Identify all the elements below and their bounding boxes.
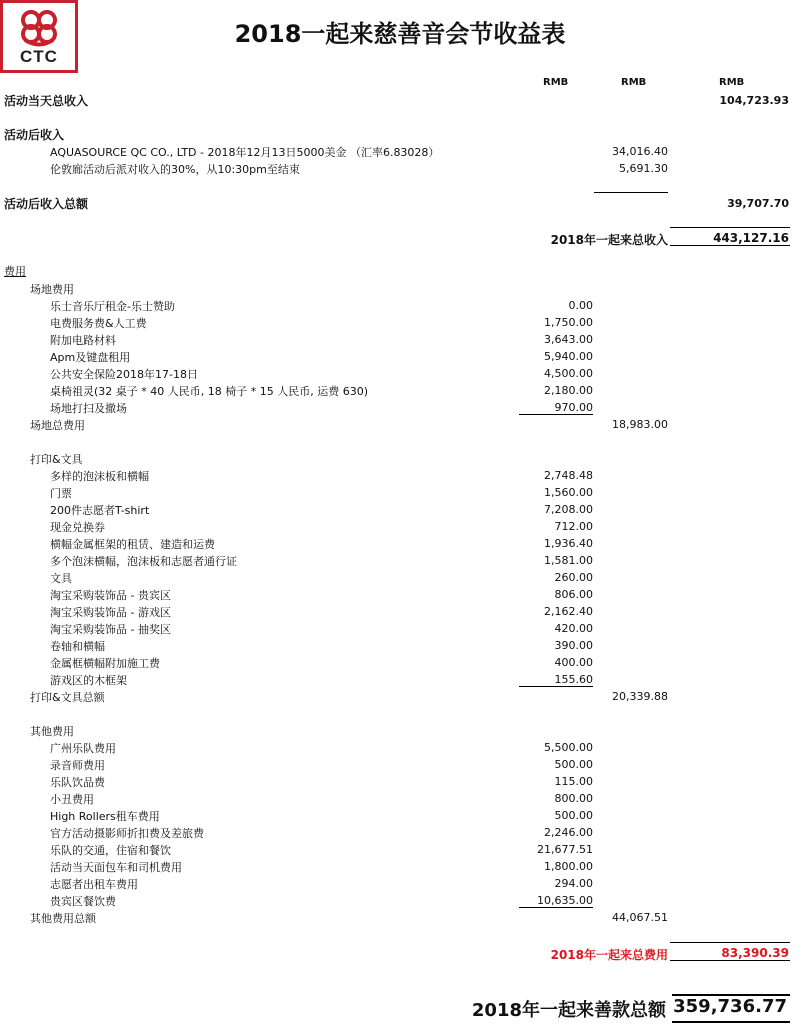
venue-total: 18,983.00 xyxy=(612,418,668,431)
grand-income-label: 2018年一起来总收入 xyxy=(550,233,668,247)
print-section-label: 打印&文具 xyxy=(30,453,83,466)
venue-item-value: 4,500.00 xyxy=(544,367,593,380)
grand-expense-label: 2018年一起来总费用 xyxy=(550,948,668,962)
subtotal-rule xyxy=(519,907,593,908)
print-item-value: 806.00 xyxy=(554,588,593,601)
total-rule-top xyxy=(670,227,790,228)
print-item-value: 1,581.00 xyxy=(544,554,593,567)
after-income-item-label: 伦敦廊活动后派对收入的30%，从10:30pm至结束 xyxy=(50,163,300,176)
other-item-label: 乐队饮品费 xyxy=(50,776,105,789)
print-item-label: 多个泡沫横幅，泡沫板和志愿者通行证 xyxy=(50,555,237,568)
other-item-label: 广州乐队费用 xyxy=(50,742,116,755)
after-income-label: 活动后收入 xyxy=(4,128,65,142)
print-item-label: 淘宝采购装饰品 - 抽奖区 xyxy=(50,623,171,636)
print-item-value: 260.00 xyxy=(554,571,593,584)
net-total: 359,736.77 xyxy=(673,996,787,1017)
venue-item-value: 970.00 xyxy=(554,401,593,414)
subtotal-rule xyxy=(519,686,593,687)
other-section-label: 其他费用 xyxy=(30,725,74,738)
subtotal-rule xyxy=(594,192,668,193)
print-item-value: 1,936.40 xyxy=(544,537,593,550)
other-item-label: 乐队的交通，住宿和餐饮 xyxy=(50,844,171,857)
expenses-header: 费用 xyxy=(4,265,26,278)
print-item-value: 390.00 xyxy=(554,639,593,652)
other-item-value: 5,500.00 xyxy=(544,741,593,754)
venue-item-value: 5,940.00 xyxy=(544,350,593,363)
venue-total-label: 场地总费用 xyxy=(30,419,85,432)
logo-text: CTC xyxy=(20,47,58,66)
print-item-value: 2,748.48 xyxy=(544,469,593,482)
print-item-label: 多样的泡沫板和横幅 xyxy=(50,470,149,483)
venue-item-label: 乐士音乐厅租金-乐士赞助 xyxy=(50,300,175,313)
other-item-value: 115.00 xyxy=(554,775,593,788)
total-rule-bottom xyxy=(670,960,790,961)
print-item-value: 400.00 xyxy=(554,656,593,669)
print-item-label: 文具 xyxy=(50,572,72,585)
venue-item-label: 公共安全保险2018年17-18日 xyxy=(50,368,198,381)
grand-expense-total: 83,390.39 xyxy=(721,946,789,960)
column-header-rmb-2: RMB xyxy=(621,77,647,88)
other-item-value: 500.00 xyxy=(554,758,593,771)
after-income-item-value: 5,691.30 xyxy=(619,162,668,175)
other-item-label: 小丑费用 xyxy=(50,793,94,806)
venue-item-label: 电费服务费&人工费 xyxy=(50,317,147,330)
other-item-label: 官方活动摄影师折扣费及差旅费 xyxy=(50,827,204,840)
venue-item-label: 桌椅祖灵(32 桌子 * 40 人民币, 18 椅子 * 15 人民币, 运费 630) xyxy=(50,385,369,398)
column-header-rmb-3: RMB xyxy=(719,77,745,88)
other-item-value: 500.00 xyxy=(554,809,593,822)
venue-item-label: 附加电路材料 xyxy=(50,334,116,347)
net-total-label: 2018年一起来善款总额 xyxy=(471,1000,666,1021)
after-income-total-label: 活动后收入总额 xyxy=(4,197,89,211)
other-item-label: 活动当天面包车和司机费用 xyxy=(50,861,182,874)
print-item-label: 淘宝采购装饰品 - 贵宾区 xyxy=(50,589,171,602)
print-item-label: 现金兑换券 xyxy=(50,521,105,534)
other-item-value: 2,246.00 xyxy=(544,826,593,839)
after-income-total: 39,707.70 xyxy=(727,197,789,210)
after-income-item-label: AQUASOURCE QC CO., LTD - 2018年12月13日5000美金 （汇率6.83028） xyxy=(50,146,440,159)
other-item-label: High Rollers租车费用 xyxy=(50,810,160,823)
other-item-value: 1,800.00 xyxy=(544,860,593,873)
print-total-label: 打印&文具总额 xyxy=(30,691,105,704)
print-item-value: 2,162.40 xyxy=(544,605,593,618)
other-item-value: 10,635.00 xyxy=(537,894,593,907)
other-item-label: 贵宾区餐饮费 xyxy=(50,895,116,908)
other-total-label: 其他费用总额 xyxy=(30,912,96,925)
print-item-value: 420.00 xyxy=(554,622,593,635)
other-item-value: 800.00 xyxy=(554,792,593,805)
after-income-item-value: 34,016.40 xyxy=(612,145,668,158)
venue-section-label: 场地费用 xyxy=(30,283,74,296)
print-item-label: 门票 xyxy=(50,487,72,500)
venue-item-value: 0.00 xyxy=(568,299,593,312)
other-item-label: 志愿者出租车费用 xyxy=(50,878,138,891)
other-item-label: 录音师费用 xyxy=(50,759,105,772)
print-item-value: 1,560.00 xyxy=(544,486,593,499)
day-income-total: 104,723.93 xyxy=(719,94,789,107)
subtotal-rule xyxy=(519,414,593,415)
grand-income-total: 443,127.16 xyxy=(713,231,789,245)
print-item-label: 淘宝采购装饰品 - 游戏区 xyxy=(50,606,171,619)
print-item-label: 200件志愿者T-shirt xyxy=(50,504,150,517)
page-title: 2018一起来慈善音会节收益表 xyxy=(234,20,566,48)
column-header-rmb-1: RMB xyxy=(543,77,569,88)
print-item-label: 横幅金属框架的租赁、建造和运费 xyxy=(50,538,215,551)
total-rule-top xyxy=(670,942,790,943)
total-rule-bottom xyxy=(670,245,790,246)
venue-item-label: 场地打扫及撤场 xyxy=(50,402,127,415)
venue-item-label: Apm及键盘租用 xyxy=(50,351,131,364)
net-rule-bottom xyxy=(672,1021,790,1023)
print-item-value: 712.00 xyxy=(554,520,593,533)
other-item-value: 294.00 xyxy=(554,877,593,890)
print-item-value: 155.60 xyxy=(554,673,593,686)
ctc-logo xyxy=(0,0,78,73)
print-item-label: 游戏区的木框架 xyxy=(50,674,127,687)
venue-item-value: 3,643.00 xyxy=(544,333,593,346)
print-item-label: 卷轴和横幅 xyxy=(50,640,105,653)
day-income-label: 活动当天总收入 xyxy=(4,94,89,108)
venue-item-value: 2,180.00 xyxy=(544,384,593,397)
other-item-value: 21,677.51 xyxy=(537,843,593,856)
venue-item-value: 1,750.00 xyxy=(544,316,593,329)
other-total: 44,067.51 xyxy=(612,911,668,924)
print-item-value: 7,208.00 xyxy=(544,503,593,516)
print-total: 20,339.88 xyxy=(612,690,668,703)
print-item-label: 金属框横幅附加施工费 xyxy=(50,657,160,670)
